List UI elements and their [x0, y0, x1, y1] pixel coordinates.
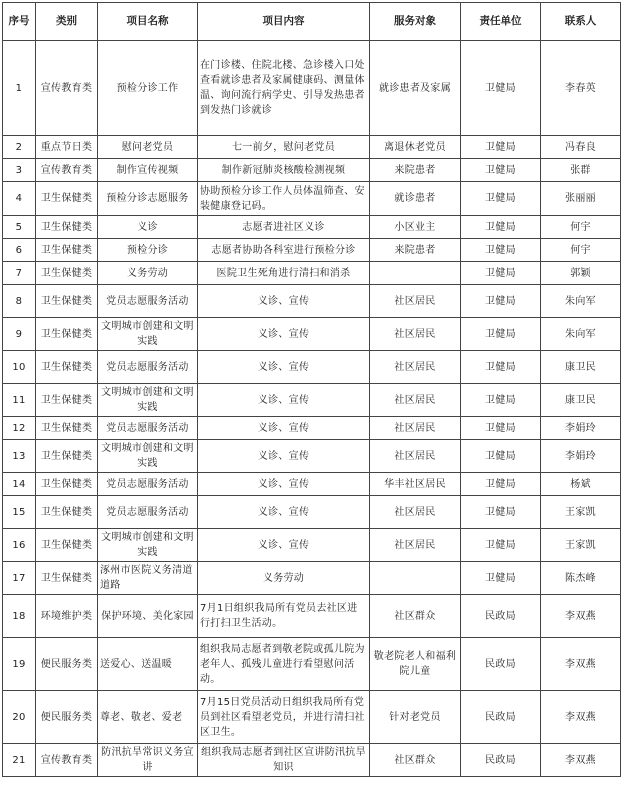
cell-responsible-unit: 卫健局 — [461, 496, 541, 529]
cell-category: 卫生保健类 — [36, 473, 98, 496]
cell-category: 卫生保健类 — [36, 440, 98, 473]
cell-category: 宣传教育类 — [36, 744, 98, 777]
cell-project-content: 在门诊楼、住院北楼、急诊楼入口处查看就诊患者及家属健康码、测量体温、询问流行病学史、引导发热患者到发热门诊就诊 — [198, 41, 370, 136]
cell-contact: 李双燕 — [541, 595, 621, 638]
cell-contact: 杨斌 — [541, 473, 621, 496]
cell-service-target — [370, 262, 461, 285]
cell-service-target: 小区业主 — [370, 216, 461, 239]
cell-contact: 王家凯 — [541, 529, 621, 562]
cell-service-target: 离退休老党员 — [370, 136, 461, 159]
table-row — [3, 182, 621, 216]
cell-category: 卫生保健类 — [36, 318, 98, 351]
cell-project-content: 义诊、宣传 — [198, 529, 370, 562]
cell-no: 18 — [3, 595, 36, 638]
cell-service-target: 社区群众 — [370, 595, 461, 638]
cell-project-content: 义诊、宣传 — [198, 496, 370, 529]
table-row — [3, 285, 621, 318]
cell-category: 环境维护类 — [36, 595, 98, 638]
cell-project-name: 预检分诊志愿服务 — [98, 182, 198, 216]
cell-responsible-unit: 卫健局 — [461, 216, 541, 239]
cell-responsible-unit: 民政局 — [461, 744, 541, 777]
header-responsible-unit: 责任单位 — [461, 3, 541, 41]
cell-project-name: 文明城市创建和文明实践 — [98, 384, 198, 417]
table-row — [3, 744, 621, 777]
cell-project-name: 义诊 — [98, 216, 198, 239]
cell-project-content: 义诊、宣传 — [198, 384, 370, 417]
cell-service-target: 社区居民 — [370, 285, 461, 318]
cell-service-target — [370, 562, 461, 595]
cell-project-content: 组织我局志愿者到敬老院或孤儿院为老年人、孤残儿童进行看望慰问活动。 — [198, 638, 370, 691]
cell-service-target: 社区群众 — [370, 744, 461, 777]
cell-service-target: 就诊患者 — [370, 182, 461, 216]
cell-project-name: 慰问老党员 — [98, 136, 198, 159]
cell-project-content: 医院卫生死角进行清扫和消杀 — [198, 262, 370, 285]
cell-responsible-unit: 卫健局 — [461, 562, 541, 595]
cell-no: 9 — [3, 318, 36, 351]
cell-category: 卫生保健类 — [36, 562, 98, 595]
cell-project-name: 预检分诊 — [98, 239, 198, 262]
cell-project-name: 文明城市创建和文明实践 — [98, 440, 198, 473]
cell-category: 便民服务类 — [36, 638, 98, 691]
cell-category: 卫生保健类 — [36, 285, 98, 318]
cell-responsible-unit: 民政局 — [461, 638, 541, 691]
cell-responsible-unit: 卫健局 — [461, 136, 541, 159]
cell-project-content: 协助预检分诊工作人员体温筛查、安装健康登记码。 — [198, 182, 370, 216]
cell-contact: 张群 — [541, 159, 621, 182]
cell-category: 卫生保健类 — [36, 262, 98, 285]
cell-service-target: 来院患者 — [370, 239, 461, 262]
cell-no: 20 — [3, 691, 36, 744]
cell-service-target: 社区居民 — [370, 496, 461, 529]
cell-no: 15 — [3, 496, 36, 529]
table-row — [3, 529, 621, 562]
cell-project-name: 文明城市创建和文明实践 — [98, 318, 198, 351]
cell-responsible-unit: 卫健局 — [461, 417, 541, 440]
cell-project-content: 义诊、宣传 — [198, 440, 370, 473]
cell-project-name: 尊老、敬老、爱老 — [98, 691, 198, 744]
cell-contact: 冯春良 — [541, 136, 621, 159]
cell-contact: 李双燕 — [541, 638, 621, 691]
cell-project-name: 防汛抗旱常识义务宣讲 — [98, 744, 198, 777]
cell-no: 8 — [3, 285, 36, 318]
header-category: 类别 — [36, 3, 98, 41]
table-row — [3, 351, 621, 384]
cell-no: 10 — [3, 351, 36, 384]
cell-category: 宣传教育类 — [36, 159, 98, 182]
cell-category: 卫生保健类 — [36, 182, 98, 216]
cell-project-content: 7月15日党员活动日组织我局所有党员到社区看望老党员，并进行清扫社区卫生。 — [198, 691, 370, 744]
cell-no: 14 — [3, 473, 36, 496]
table-row — [3, 562, 621, 595]
cell-responsible-unit: 卫健局 — [461, 262, 541, 285]
cell-category: 卫生保健类 — [36, 529, 98, 562]
cell-contact: 李娟玲 — [541, 440, 621, 473]
cell-category: 卫生保健类 — [36, 496, 98, 529]
cell-service-target: 华丰社区居民 — [370, 473, 461, 496]
header-no: 序号 — [3, 3, 36, 41]
cell-responsible-unit: 卫健局 — [461, 239, 541, 262]
cell-no: 2 — [3, 136, 36, 159]
cell-contact: 何宇 — [541, 216, 621, 239]
cell-project-name: 党员志愿服务活动 — [98, 285, 198, 318]
cell-project-content: 义诊、宣传 — [198, 473, 370, 496]
cell-project-name: 党员志愿服务活动 — [98, 351, 198, 384]
cell-contact: 朱向军 — [541, 285, 621, 318]
cell-contact: 李双燕 — [541, 691, 621, 744]
cell-service-target: 敬老院老人和福利院儿童 — [370, 638, 461, 691]
cell-category: 便民服务类 — [36, 691, 98, 744]
cell-service-target: 社区居民 — [370, 351, 461, 384]
table-row — [3, 262, 621, 285]
cell-service-target: 社区居民 — [370, 529, 461, 562]
cell-project-name: 送爱心、送温暖 — [98, 638, 198, 691]
cell-no: 13 — [3, 440, 36, 473]
cell-no: 19 — [3, 638, 36, 691]
cell-no: 7 — [3, 262, 36, 285]
cell-contact: 郭颖 — [541, 262, 621, 285]
cell-no: 11 — [3, 384, 36, 417]
cell-project-name: 涿州市医院义务清道道路 — [98, 562, 198, 595]
cell-responsible-unit: 卫健局 — [461, 440, 541, 473]
table-row — [3, 417, 621, 440]
cell-contact: 朱向军 — [541, 318, 621, 351]
cell-category: 卫生保健类 — [36, 384, 98, 417]
cell-contact: 康卫民 — [541, 384, 621, 417]
cell-service-target: 针对老党员 — [370, 691, 461, 744]
cell-responsible-unit: 卫健局 — [461, 351, 541, 384]
cell-no: 5 — [3, 216, 36, 239]
cell-project-name: 预检分诊工作 — [98, 41, 198, 136]
table-row — [3, 41, 621, 136]
cell-project-content: 7月1日组织我局所有党员去社区进行打扫卫生活动。 — [198, 595, 370, 638]
header-contact: 联系人 — [541, 3, 621, 41]
cell-responsible-unit: 卫健局 — [461, 473, 541, 496]
cell-project-content: 制作新冠肺炎核酸检测视频 — [198, 159, 370, 182]
cell-responsible-unit: 民政局 — [461, 691, 541, 744]
header-project-name: 项目名称 — [98, 3, 198, 41]
header-project-content: 项目内容 — [198, 3, 370, 41]
cell-contact: 李春英 — [541, 41, 621, 136]
table-row — [3, 384, 621, 417]
cell-service-target: 社区居民 — [370, 384, 461, 417]
cell-no: 16 — [3, 529, 36, 562]
table-row — [3, 595, 621, 638]
cell-service-target: 社区居民 — [370, 318, 461, 351]
cell-category: 宣传教育类 — [36, 41, 98, 136]
cell-responsible-unit: 卫健局 — [461, 384, 541, 417]
table-row — [3, 638, 621, 691]
cell-responsible-unit: 卫健局 — [461, 529, 541, 562]
cell-contact: 陈杰峰 — [541, 562, 621, 595]
cell-no: 21 — [3, 744, 36, 777]
volunteer-project-table — [2, 2, 621, 777]
cell-project-name: 保护环境、美化家园 — [98, 595, 198, 638]
cell-responsible-unit: 民政局 — [461, 595, 541, 638]
cell-responsible-unit: 卫健局 — [461, 182, 541, 216]
cell-no: 17 — [3, 562, 36, 595]
cell-no: 12 — [3, 417, 36, 440]
cell-contact: 李娟玲 — [541, 417, 621, 440]
table-row — [3, 440, 621, 473]
table-row — [3, 216, 621, 239]
cell-service-target: 社区居民 — [370, 440, 461, 473]
table-row — [3, 318, 621, 351]
cell-project-content: 义诊、宣传 — [198, 285, 370, 318]
table-row — [3, 691, 621, 744]
table-row — [3, 159, 621, 182]
cell-project-name: 党员志愿服务活动 — [98, 417, 198, 440]
table-row — [3, 136, 621, 159]
cell-project-content: 义务劳动 — [198, 562, 370, 595]
cell-project-name: 党员志愿服务活动 — [98, 496, 198, 529]
cell-contact: 康卫民 — [541, 351, 621, 384]
header-service-target: 服务对象 — [370, 3, 461, 41]
cell-no: 1 — [3, 41, 36, 136]
cell-project-name: 文明城市创建和文明实践 — [98, 529, 198, 562]
cell-category: 卫生保健类 — [36, 417, 98, 440]
cell-responsible-unit: 卫健局 — [461, 285, 541, 318]
cell-project-content: 义诊、宣传 — [198, 318, 370, 351]
cell-contact: 何宇 — [541, 239, 621, 262]
cell-project-content: 志愿者协助各科室进行预检分诊 — [198, 239, 370, 262]
cell-category: 卫生保健类 — [36, 351, 98, 384]
cell-project-content: 义诊、宣传 — [198, 417, 370, 440]
header-row — [3, 3, 621, 41]
cell-category: 卫生保健类 — [36, 216, 98, 239]
cell-project-name: 制作宣传视频 — [98, 159, 198, 182]
cell-contact: 张丽丽 — [541, 182, 621, 216]
cell-service-target: 就诊患者及家属 — [370, 41, 461, 136]
cell-responsible-unit: 卫健局 — [461, 159, 541, 182]
cell-project-content: 组织我局志愿者到社区宣讲防汛抗旱知识 — [198, 744, 370, 777]
cell-responsible-unit: 卫健局 — [461, 41, 541, 136]
cell-service-target: 社区居民 — [370, 417, 461, 440]
cell-project-name: 党员志愿服务活动 — [98, 473, 198, 496]
cell-responsible-unit: 卫健局 — [461, 318, 541, 351]
cell-service-target: 来院患者 — [370, 159, 461, 182]
cell-no: 3 — [3, 159, 36, 182]
table-row — [3, 496, 621, 529]
cell-contact: 王家凯 — [541, 496, 621, 529]
cell-category: 卫生保健类 — [36, 239, 98, 262]
table-row — [3, 473, 621, 496]
table-row — [3, 239, 621, 262]
table-body — [3, 41, 621, 777]
cell-contact: 李双燕 — [541, 744, 621, 777]
cell-category: 重点节日类 — [36, 136, 98, 159]
cell-project-name: 义务劳动 — [98, 262, 198, 285]
cell-no: 4 — [3, 182, 36, 216]
cell-project-content: 七一前夕，慰问老党员 — [198, 136, 370, 159]
cell-project-content: 义诊、宣传 — [198, 351, 370, 384]
cell-project-content: 志愿者进社区义诊 — [198, 216, 370, 239]
cell-no: 6 — [3, 239, 36, 262]
